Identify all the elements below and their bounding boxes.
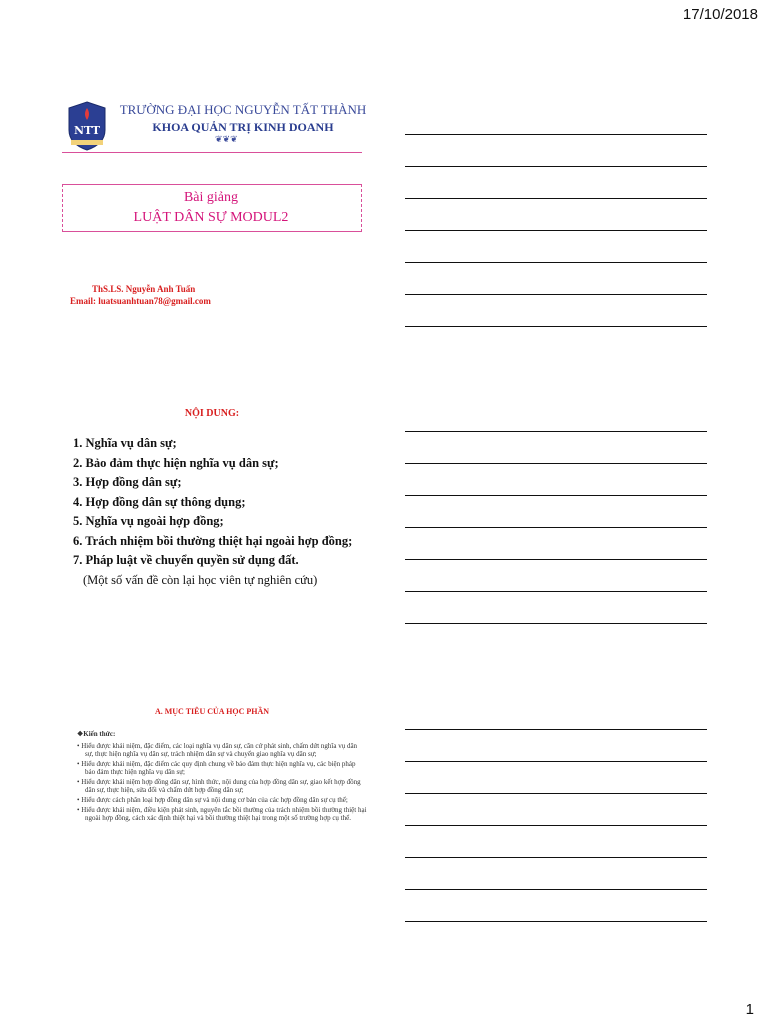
note-line — [405, 623, 707, 624]
faculty-name: KHOA QUẢN TRỊ KINH DOANH — [152, 120, 334, 134]
list-item: 2. Bảo đảm thực hiện nghĩa vụ dân sự; — [73, 455, 279, 470]
note-line — [405, 463, 707, 464]
university-name: TRƯỜNG ĐẠI HỌC NGUYỄN TẤT THÀNH — [119, 102, 367, 117]
print-date: 17/10/2018 — [682, 6, 758, 23]
author-name: ThS.LS. Nguyễn Anh Tuấn — [92, 284, 196, 294]
note-line — [405, 793, 707, 794]
contents-note: (Một số vấn đề còn lại học viên tự nghiên cứu) — [83, 572, 318, 587]
list-item: 1. Nghĩa vụ dân sự; — [73, 436, 177, 450]
header-divider — [62, 152, 362, 153]
list-item: • Hiểu được khái niệm, điều kiện phát sinh, nguyên tắc bồi thường của trách nhiệm bồi thường thiệt hại ngoài hợp đồng, cách xác định thiệt hại và bồi thường thiệt hại trong một số trường hợp cụ thể. — [77, 806, 367, 822]
lecture-label: Bài giảng — [183, 190, 239, 205]
note-line — [405, 198, 707, 199]
note-line — [405, 591, 707, 592]
list-item: • Hiểu được khái niệm, đặc điểm các quy định chung về bảo đảm thực hiện nghĩa vụ, các biện pháp bảo đảm thực hiện nghĩa vụ dân sự; — [77, 760, 356, 776]
note-line — [405, 921, 707, 922]
author-block — [70, 283, 211, 307]
list-item: 3. Hợp đồng dân sự; — [73, 475, 182, 489]
note-line — [405, 230, 707, 231]
list-item: • Hiểu được khái niệm hợp đồng dân sự, hình thức, nội dung của hợp đồng dân sự, giao kết hợp đồng dân sự, thực hiện, sửa đổi và chấm dứt hợp đồng dân sự; — [77, 778, 361, 794]
contents-list — [73, 434, 363, 590]
note-line — [405, 527, 707, 528]
note-line — [405, 326, 707, 327]
svg-text:NTT: NTT — [73, 124, 101, 137]
page-number: 1 — [745, 1001, 754, 1018]
list-item: • Hiểu được cách phân loại hợp đồng dân sự và nội dung cơ bản của các hợp đồng dân sự cụ thể; — [77, 796, 348, 804]
note-line — [405, 559, 707, 560]
note-line — [405, 761, 707, 762]
note-line — [405, 294, 707, 295]
list-item: 5. Nghĩa vụ ngoài hợp đồng; — [73, 514, 224, 528]
course-title: LUẬT DÂN SỰ MODUL2 — [133, 210, 289, 225]
note-line — [405, 889, 707, 890]
ornament-icon: ❦❦❦ — [215, 134, 238, 144]
note-line — [405, 857, 707, 858]
objectives-heading: A. MỤC TIÊU CỦA HỌC PHẦN — [154, 707, 270, 716]
list-item: 6. Trách nhiệm bồi thường thiệt hại ngoài hợp đồng; — [73, 533, 353, 548]
note-line — [405, 166, 707, 167]
list-item: 7. Pháp luật về chuyển quyền sử dụng đất. — [73, 553, 299, 567]
knowledge-subheading: ❖Kiến thức: — [77, 730, 116, 738]
note-line — [405, 134, 707, 135]
knowledge-block — [77, 730, 367, 824]
list-item: • Hiểu được khái niệm, đặc điểm, các loại nghĩa vụ dân sự, căn cứ phát sinh, chấm dứt nghĩa vụ dân sự, thực hiện nghĩa vụ dân sự, trách nhiệm dân sự và chuyển giao nghĩa vụ dân sự; — [77, 742, 358, 758]
list-item: 4. Hợp đồng dân sự thông dụng; — [73, 494, 246, 509]
note-line — [405, 825, 707, 826]
note-line — [405, 495, 707, 496]
contents-heading: NỘI DUNG: — [184, 408, 240, 419]
note-line — [405, 262, 707, 263]
note-line — [405, 431, 707, 432]
university-logo-icon — [65, 100, 109, 152]
note-line — [405, 729, 707, 730]
author-email: Email: luatsuanhtuan78@gmail.com — [70, 296, 211, 306]
